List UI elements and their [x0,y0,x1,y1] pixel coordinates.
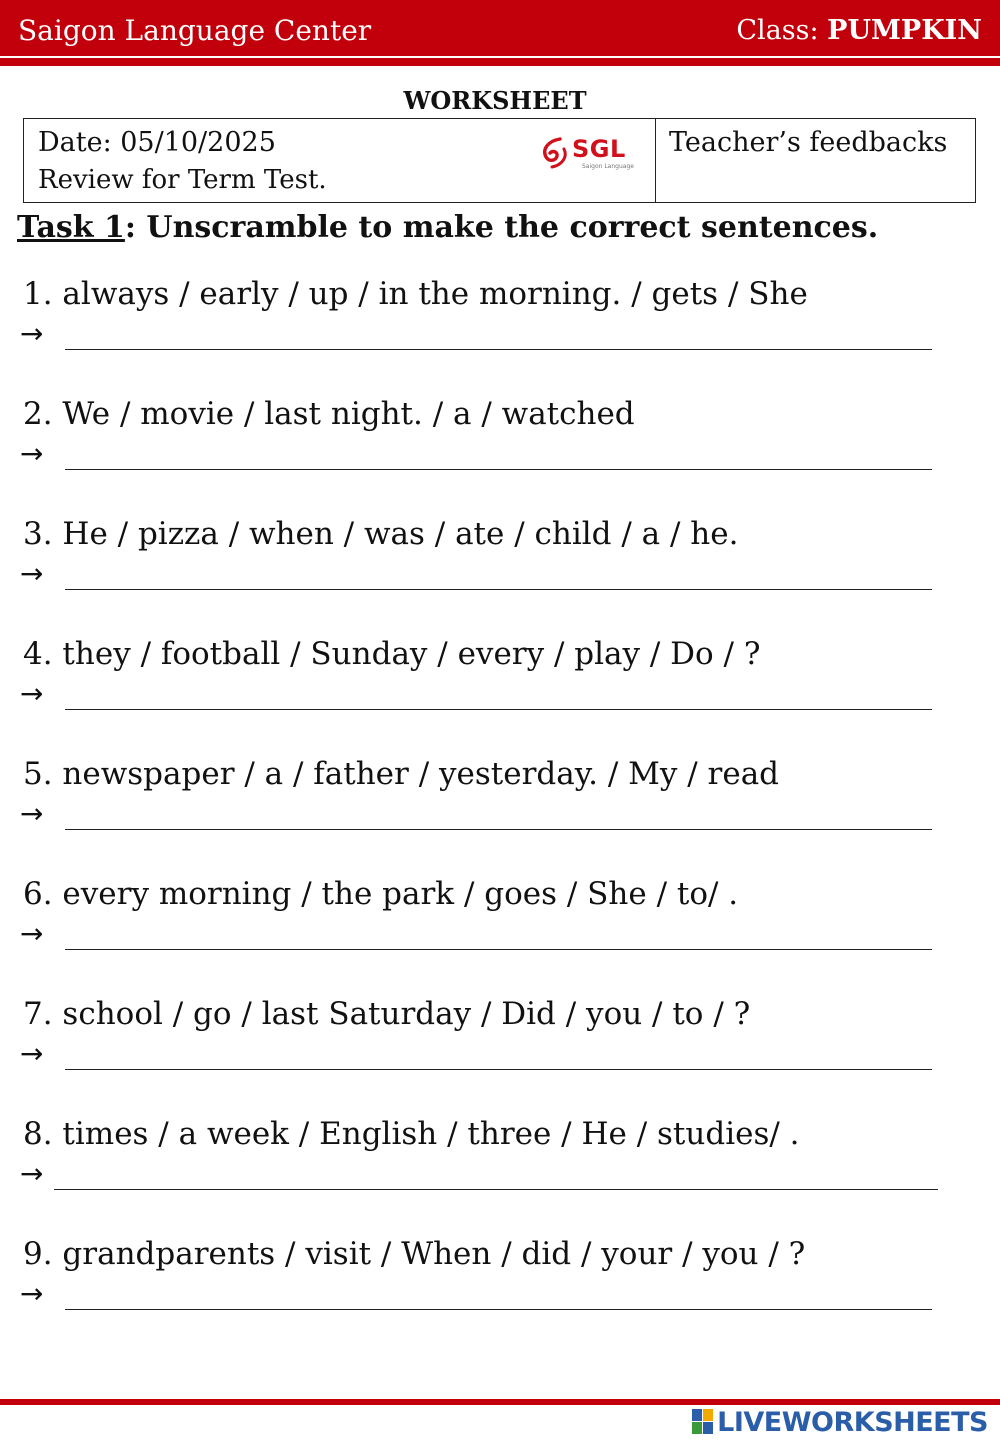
arrow-right-icon: → [20,917,44,950]
liveworksheets-icon [692,1409,714,1435]
arrow-right-icon: → [20,677,44,710]
arrow-right-icon: → [20,1277,44,1310]
arrow-right-icon: → [20,1157,44,1190]
answer-input-5[interactable] [65,829,932,830]
question-1: 1. always / early / up / in the morning. / gets / She [23,276,808,312]
date-text: Date: 05/10/2025 [38,127,276,158]
arrow-right-icon: → [20,1037,44,1070]
class-label: Class: [736,15,819,46]
task-number: Task 1 [17,210,125,245]
answer-input-8[interactable] [54,1189,938,1190]
header-divider [0,58,1000,66]
answer-row-4[interactable] [20,678,940,710]
sgl-swirl-icon [538,135,572,171]
info-box [23,118,976,203]
question-9: 9. grandparents / visit / When / did / your / you / ? [23,1236,806,1272]
liveworksheets-logo [692,1406,988,1438]
question-8: 8. times / a week / English / three / He / studies/ . [23,1116,800,1152]
answer-input-1[interactable] [65,349,932,350]
answer-row-6[interactable] [20,918,940,950]
answer-input-9[interactable] [65,1309,932,1310]
answer-row-9[interactable] [20,1278,940,1310]
arrow-right-icon: → [20,437,44,470]
question-3: 3. He / pizza / when / was / ate / child / a / he. [23,516,739,552]
question-5: 5. newspaper / a / father / yesterday. / My / read [23,756,780,792]
answer-input-2[interactable] [65,469,932,470]
info-box-left [24,119,656,202]
answer-row-3[interactable] [20,558,940,590]
answer-input-7[interactable] [65,1069,932,1070]
question-4: 4. they / football / Sunday / every / play / Do / ? [23,636,761,672]
review-text: Review for Term Test. [38,165,327,195]
arrow-right-icon: → [20,557,44,590]
teacher-feedback-label: Teacher’s feedbacks [669,127,948,158]
question-6: 6. every morning / the park / goes / She / to/ . [23,876,739,912]
worksheet-title: WORKSHEET [403,86,587,115]
answer-row-5[interactable] [20,798,940,830]
liveworksheets-brand: LIVEWORKSHEETS [717,1406,988,1438]
answer-input-4[interactable] [65,709,932,710]
answer-row-8[interactable] [20,1158,940,1190]
answer-input-6[interactable] [65,949,932,950]
task-instruction: : Unscramble to make the correct sentences. [124,210,879,245]
arrow-right-icon: → [20,797,44,830]
question-2: 2. We / movie / last night. / a / watched [23,396,635,432]
header-bar [0,0,1000,56]
answer-row-2[interactable] [20,438,940,470]
answer-row-1[interactable] [20,318,940,350]
task-heading [17,210,878,245]
center-name: Saigon Language Center [18,14,372,47]
answer-input-3[interactable] [65,589,932,590]
footer-divider [0,1399,1000,1405]
logo-text: SGL [572,135,626,163]
answer-row-7[interactable] [20,1038,940,1070]
question-7: 7. school / go / last Saturday / Did / you / to / ? [23,996,751,1032]
class-value: PUMPKIN [827,15,982,46]
arrow-right-icon: → [20,317,44,350]
class-info [736,15,982,46]
logo-subtitle: Saigon Language [582,163,634,170]
sgl-logo [538,135,638,175]
